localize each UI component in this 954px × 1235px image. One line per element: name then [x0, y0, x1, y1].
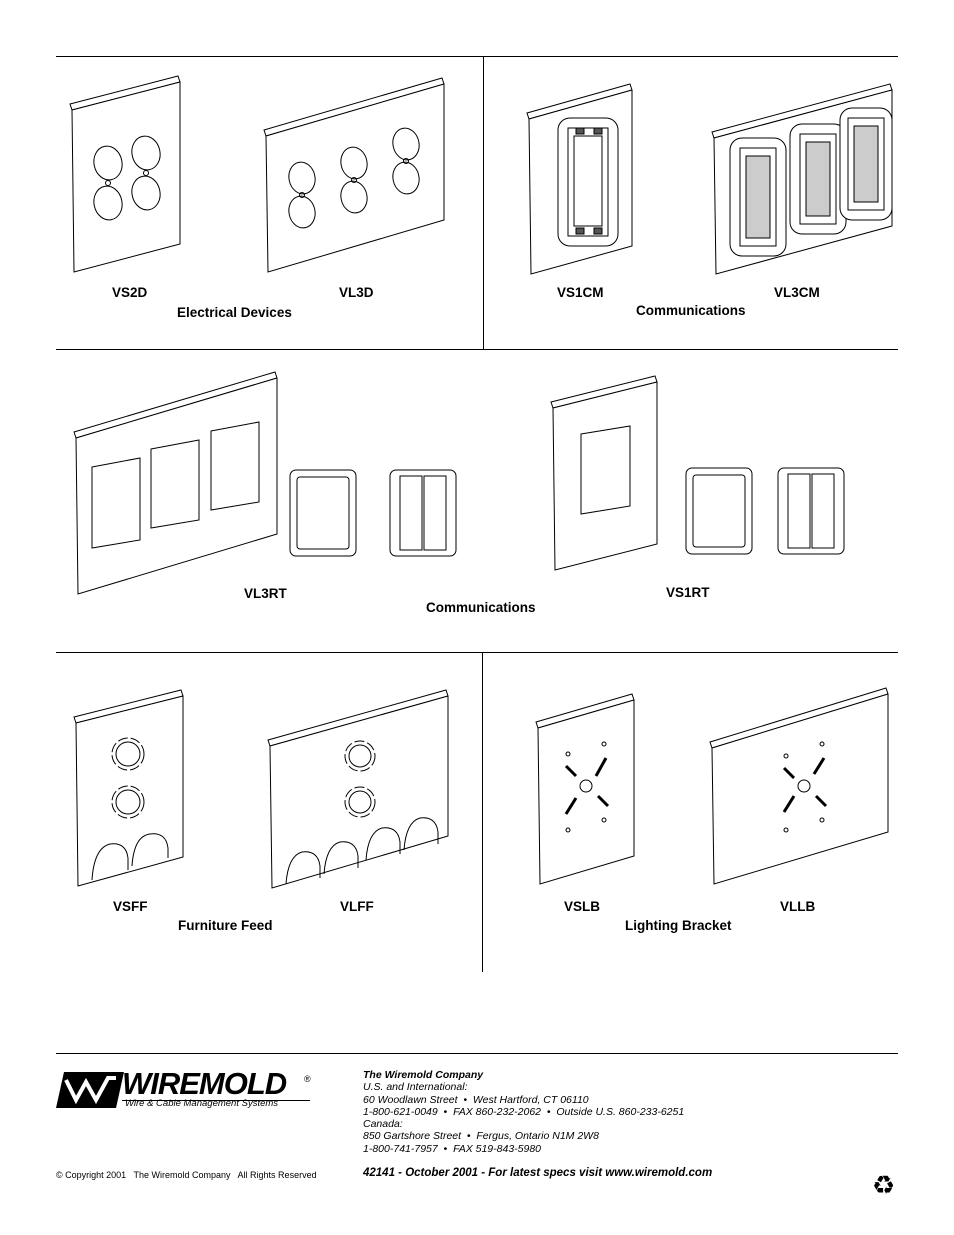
recycle-icon: ♻: [872, 1171, 896, 1201]
address-line: Canada:: [363, 1118, 403, 1131]
vl3rt-insert-blank-drawing: [290, 470, 356, 556]
vl3rt-plate-drawing: [74, 372, 277, 594]
section-title-lighting: Lighting Bracket: [625, 918, 732, 933]
model-label-vl3rt: VL3RT: [244, 586, 287, 601]
vllb-plate-drawing: [710, 688, 888, 884]
section-title-communications-mid: Communications: [426, 600, 536, 615]
model-label-vs1rt: VS1RT: [666, 585, 710, 600]
model-label-vl3cm: VL3CM: [774, 285, 820, 300]
vl3d-plate-drawing: [264, 78, 444, 272]
address-line: U.S. and International:: [363, 1081, 468, 1094]
vs1cm-plate-drawing: [527, 84, 632, 274]
vs1rt-insert-blank-drawing: [686, 468, 752, 554]
vslb-plate-drawing: [536, 694, 634, 884]
address-line: 1-800-741-7957 • FAX 519-843-5980: [363, 1142, 542, 1155]
logo-wordmark: WIREMOLD: [122, 1066, 287, 1101]
vs2d-plate-drawing: [70, 76, 180, 272]
section-title-communications-top: Communications: [636, 303, 746, 318]
model-label-vl3d: VL3D: [339, 285, 374, 300]
model-label-vs2d: VS2D: [112, 285, 148, 300]
address-line: 1-800-621-0049 • FAX 860-232-2062 • Outside U.S. 860-233-6251: [363, 1105, 685, 1118]
vl3cm-plate-drawing: [712, 84, 892, 274]
vsff-plate-drawing: [74, 690, 183, 886]
wiremold-logo: [56, 1068, 316, 1112]
vlff-plate-drawing: [268, 690, 448, 888]
logo-registered-mark: ®: [304, 1074, 311, 1084]
wiremold-logo-mark-icon: [56, 1070, 126, 1110]
address-line: 60 Woodlawn Street • West Hartford, CT 06110: [363, 1093, 589, 1106]
company-address: [363, 1069, 684, 1155]
vl3rt-insert-jack-drawing: [390, 470, 456, 556]
address-line: 850 Gartshore Street • Fergus, Ontario N1M 2W8: [363, 1130, 599, 1143]
vs1rt-plate-drawing: [551, 376, 657, 570]
section-title-electrical: Electrical Devices: [177, 305, 292, 320]
section-title-furniture: Furniture Feed: [178, 918, 273, 933]
logo-tagline: Wire & Cable Management Systems: [125, 1098, 279, 1109]
model-label-vslb: VSLB: [564, 899, 601, 914]
company-name: The Wiremold Company: [363, 1069, 484, 1081]
document-number-line: 42141 - October 2001 - For latest specs visit www.wiremold.com: [363, 1167, 713, 1179]
model-label-vllb: VLLB: [780, 899, 816, 914]
copyright-notice: © Copyright 2001 The Wiremold Company All Rights Reserved: [56, 1170, 317, 1180]
model-label-vsff: VSFF: [113, 899, 148, 914]
model-label-vlff: VLFF: [340, 899, 374, 914]
vs1rt-insert-jack-drawing: [778, 468, 844, 554]
model-label-vs1cm: VS1CM: [557, 285, 604, 300]
